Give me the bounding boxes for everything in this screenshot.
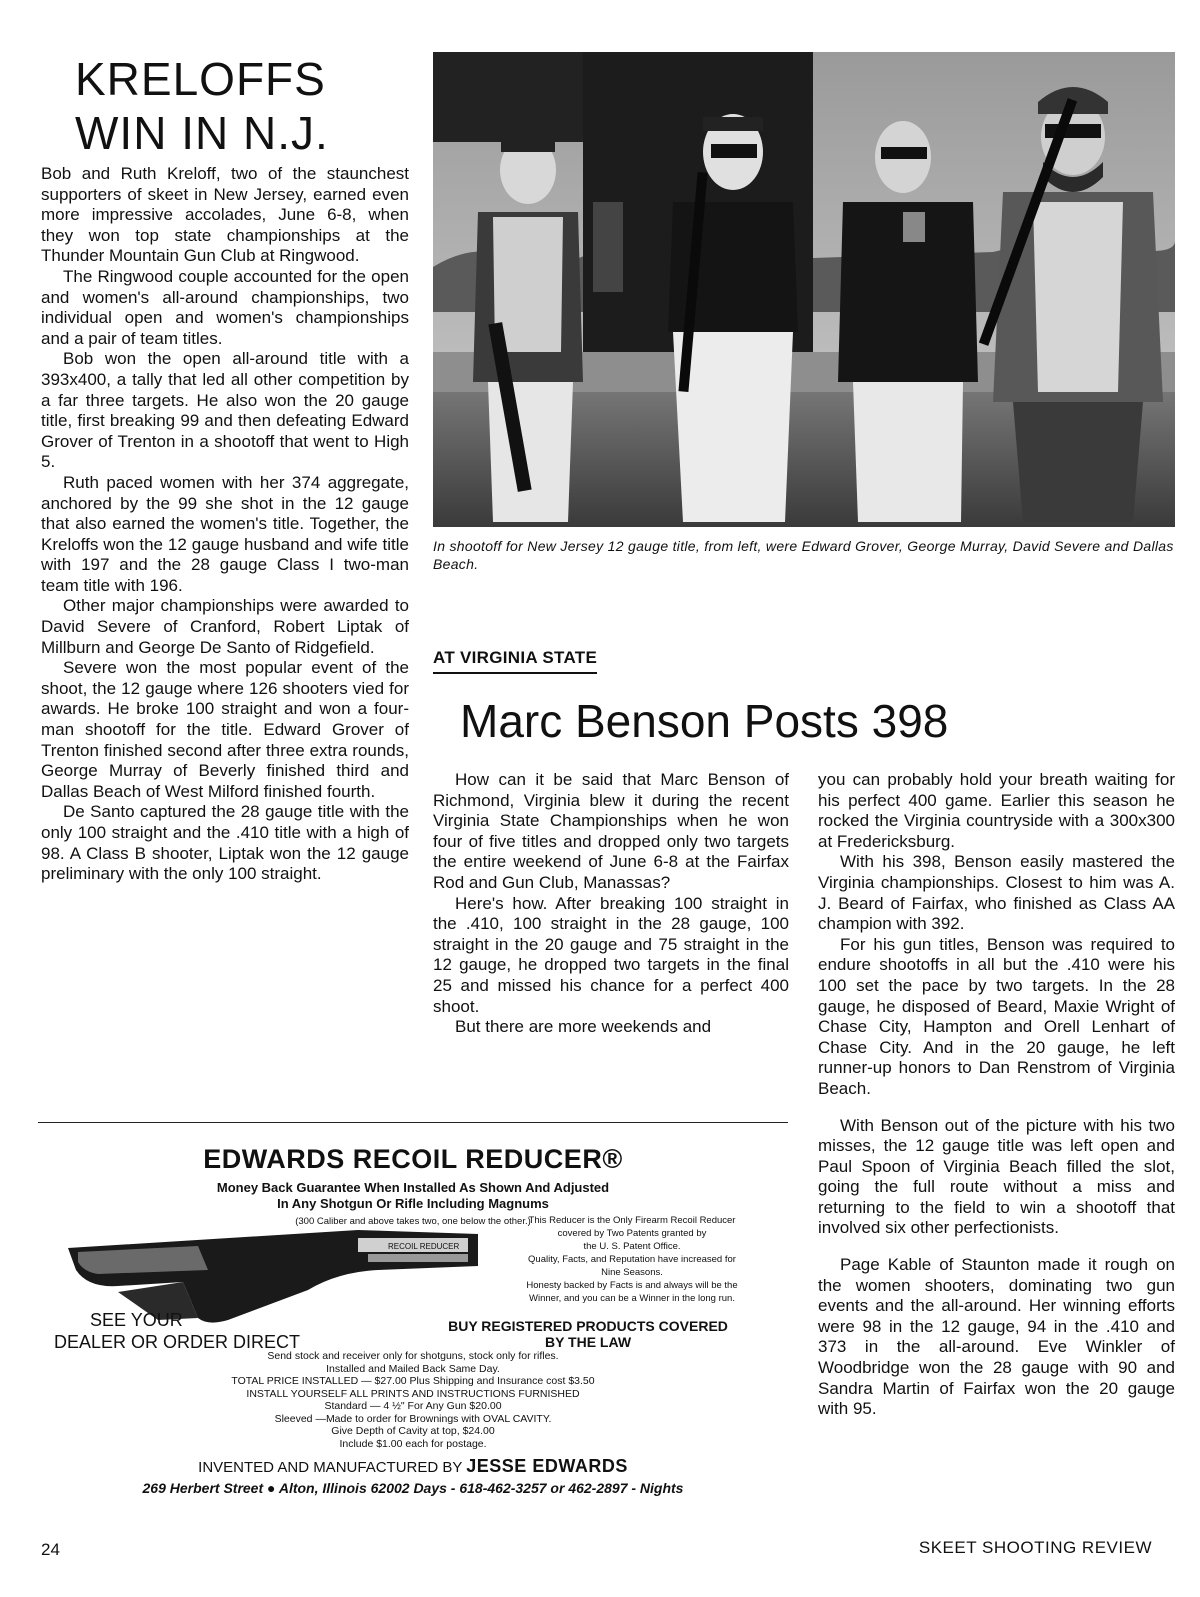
ad-by-the-law: BY THE LAW bbox=[544, 1334, 632, 1350]
ad-detail-line: Sleeved —Made to order for Brownings with OVAL CAVITY. bbox=[274, 1412, 552, 1425]
article2-column-b bbox=[818, 770, 1175, 1420]
ad-detail-line: Installed and Mailed Back Same Day. bbox=[326, 1362, 500, 1375]
article2-column-a bbox=[433, 770, 789, 1038]
ad-detail-line: Give Depth of Cavity at top, $24.00 bbox=[331, 1425, 495, 1437]
article2-paragraph: With his 398, Benson easily mastered the Virginia championships. Closest to him was A. J. Beard of Fairfax, who finished as Class AA champion with 392. bbox=[818, 852, 1175, 934]
publication-title: SKEET SHOOTING REVIEW bbox=[918, 1538, 1152, 1557]
ad-note: (300 Caliber and above takes two, one below the other.) bbox=[295, 1216, 531, 1227]
article1-paragraph: De Santo captured the 28 gauge title with the only 100 straight and the .410 title with a high of 98. A Class B shooter, Liptak won the 12 gauge preliminary with the only 100 straight. bbox=[41, 802, 409, 884]
shootoff-photo bbox=[433, 52, 1175, 527]
ad-detail-line: INSTALL YOURSELF ALL PRINTS AND INSTRUCTIONS FURNISHED bbox=[246, 1387, 580, 1400]
article2-paragraph: Here's how. After breaking 100 straight in the .410, 100 straight in the 28 gauge, 100 straight in the 20 gauge and 75 straight in the 12 gauge, he dropped two targets in the final 25 and missed his chance for a perfect 400 shoot. bbox=[433, 893, 789, 1016]
ad-see-your: SEE YOUR bbox=[90, 1310, 183, 1330]
article1-paragraph: Other major championships were awarded to David Severe of Cranford, Robert Liptak of Millburn and George De Santo of Ridgefield. bbox=[41, 596, 409, 657]
ad-title: EDWARDS RECOIL REDUCER® bbox=[203, 1144, 623, 1174]
article2-paragraph: you can probably hold your breath waiting for his perfect 400 game. Earlier this season he rocked the Virginia countryside with a 300x300 at Fredericksburg. bbox=[818, 770, 1175, 851]
ad-fine-line: covered by Two Patents granted by bbox=[557, 1228, 707, 1239]
article2-paragraph: For his gun titles, Benson was required to endure shootoffs in all but the .410 were his 100 set the pace by two targets. In the 28 gauge, he disposed of Beard, Maxie Wright of Chase City, Hampton and Orell Lenhart of Chase City. And in the 20 gauge, he left runner-up honors to Dan Renstrom of Virginia Beach. bbox=[818, 934, 1175, 1098]
ad-buy-registered: BUY REGISTERED PRODUCTS COVERED bbox=[448, 1318, 728, 1334]
article1-paragraph: The Ringwood couple accounted for the open and women's all-around championships, two individual open and women's championships and a pair of team titles. bbox=[41, 266, 409, 348]
article1-headline-line1: KRELOFFS bbox=[75, 53, 326, 105]
ad-divider bbox=[38, 1122, 788, 1123]
ad-fine-line: Honesty backed by Facts is and always will be the bbox=[526, 1280, 738, 1291]
article1-headline-line2: WIN IN N.J. bbox=[75, 107, 329, 159]
ad-invented-line bbox=[38, 1456, 788, 1477]
ad-detail-line: Include $1.00 each for postage. bbox=[339, 1437, 487, 1450]
article2-paragraph: Page Kable of Staunton made it rough on the women shooters, dominating two gun events and the all-around. Her winning efforts were 98 in the 12 gauge, 94 in the .410 and 373 in the all-around. Eve Winkler of Woodbridge won the 28 gauge with 90 and Sandra Martin of Fairfax won the 20 gauge with 95. bbox=[818, 1255, 1175, 1419]
ad-detail-line: TOTAL PRICE INSTALLED — $27.00 Plus Shipping and Insurance cost $3.50 bbox=[231, 1375, 595, 1387]
ad-maker-name: JESSE EDWARDS bbox=[466, 1456, 628, 1476]
article2-headline: Marc Benson Posts 398 bbox=[460, 695, 949, 747]
ad-fine-line: the U. S. Patent Office. bbox=[583, 1241, 681, 1252]
article1-headline bbox=[75, 52, 405, 160]
ad-fine-line: Quality, Facts, and Reputation have increased for bbox=[528, 1254, 736, 1265]
article1-body bbox=[41, 164, 409, 885]
article1-paragraph: Ruth paced women with her 374 aggregate, anchored by the 99 she shot in the 12 gauge that also earned the women's title. Together, the Kreloffs won the 12 gauge husband and wife title with 197 and the 28 gauge Class I two-man team title with 196. bbox=[41, 472, 409, 595]
article1-paragraph: Bob and Ruth Kreloff, two of the staunchest supporters of skeet in New Jersey, earned even more impressive accolades, June 6-8, when they won top state championships at the Thunder Mountain Gun Club at Ringwood. bbox=[41, 164, 409, 266]
ad-address: 269 Herbert Street ● Alton, Illinois 62002 Days - 618-462-3257 or 462-2897 - Nights bbox=[142, 1480, 684, 1496]
shootoff-photo-image bbox=[433, 52, 1175, 527]
ad-fine-print bbox=[472, 1214, 792, 1305]
ad-fine-line: Nine Seasons. bbox=[601, 1267, 663, 1278]
ad-subtitle-1: Money Back Guarantee When Installed As Shown And Adjusted bbox=[216, 1180, 610, 1195]
article2-kicker: AT VIRGINIA STATE bbox=[433, 648, 597, 674]
ad-fine-line: This Reducer is the Only Firearm Recoil Reducer bbox=[528, 1215, 736, 1226]
ad-details bbox=[38, 1350, 788, 1450]
article1-paragraph: Severe won the most popular event of the shoot, the 12 gauge where 126 shooters vied for awards. He broke 100 straight and won a four-man shootoff for the title. Edward Grover of Trenton finished second after three extra rounds, George Murray of Beverly finished third and Dallas Beach of West Milford finished fourth. bbox=[41, 658, 409, 801]
page-number: 24 bbox=[41, 1540, 60, 1559]
ad-fine-line: Winner, and you can be a Winner in the long run. bbox=[529, 1293, 735, 1304]
stock-label: RECOIL REDUCER bbox=[388, 1242, 460, 1251]
ad-invented-label: INVENTED AND MANUFACTURED BY bbox=[198, 1459, 463, 1476]
ad-dealer-order: DEALER OR ORDER DIRECT bbox=[54, 1332, 301, 1352]
article1-paragraph: Bob won the open all-around title with a 393x400, a tally that led all other competition by a far three targets. He also won the 20 gauge title, first breaking 99 and then defeating Edward Grover of Trenton in a shootoff that went to High 5. bbox=[41, 349, 409, 472]
article2-paragraph: But there are more weekends and bbox=[455, 1017, 712, 1037]
ad-detail-line: Standard — 4 ½" For Any Gun $20.00 bbox=[324, 1400, 502, 1412]
ad-subtitle-2: In Any Shotgun Or Rifle Including Magnums bbox=[277, 1196, 549, 1211]
recoil-reducer-ad bbox=[38, 1130, 788, 1520]
photo-caption: In shootoff for New Jersey 12 gauge title, from left, were Edward Grover, George Murray, David Severe and Dallas Beach. bbox=[433, 538, 1174, 572]
article2-paragraph: How can it be said that Marc Benson of Richmond, Virginia blew it during the recent Virginia State Championships when he won four of five titles and dropped only two targets the entire weekend of June 6-8 at the Fairfax Rod and Gun Club, Manassas? bbox=[433, 770, 789, 892]
ad-detail-line: Send stock and receiver only for shotguns, stock only for rifles. bbox=[267, 1350, 559, 1362]
article2-paragraph: With Benson out of the picture with his two misses, the 12 gauge title was left open and Paul Spoon of Virginia Beach filled the slot, going the full route without a miss and returning to the field to win a shootoff that involved six other perfectionists. bbox=[818, 1115, 1175, 1238]
